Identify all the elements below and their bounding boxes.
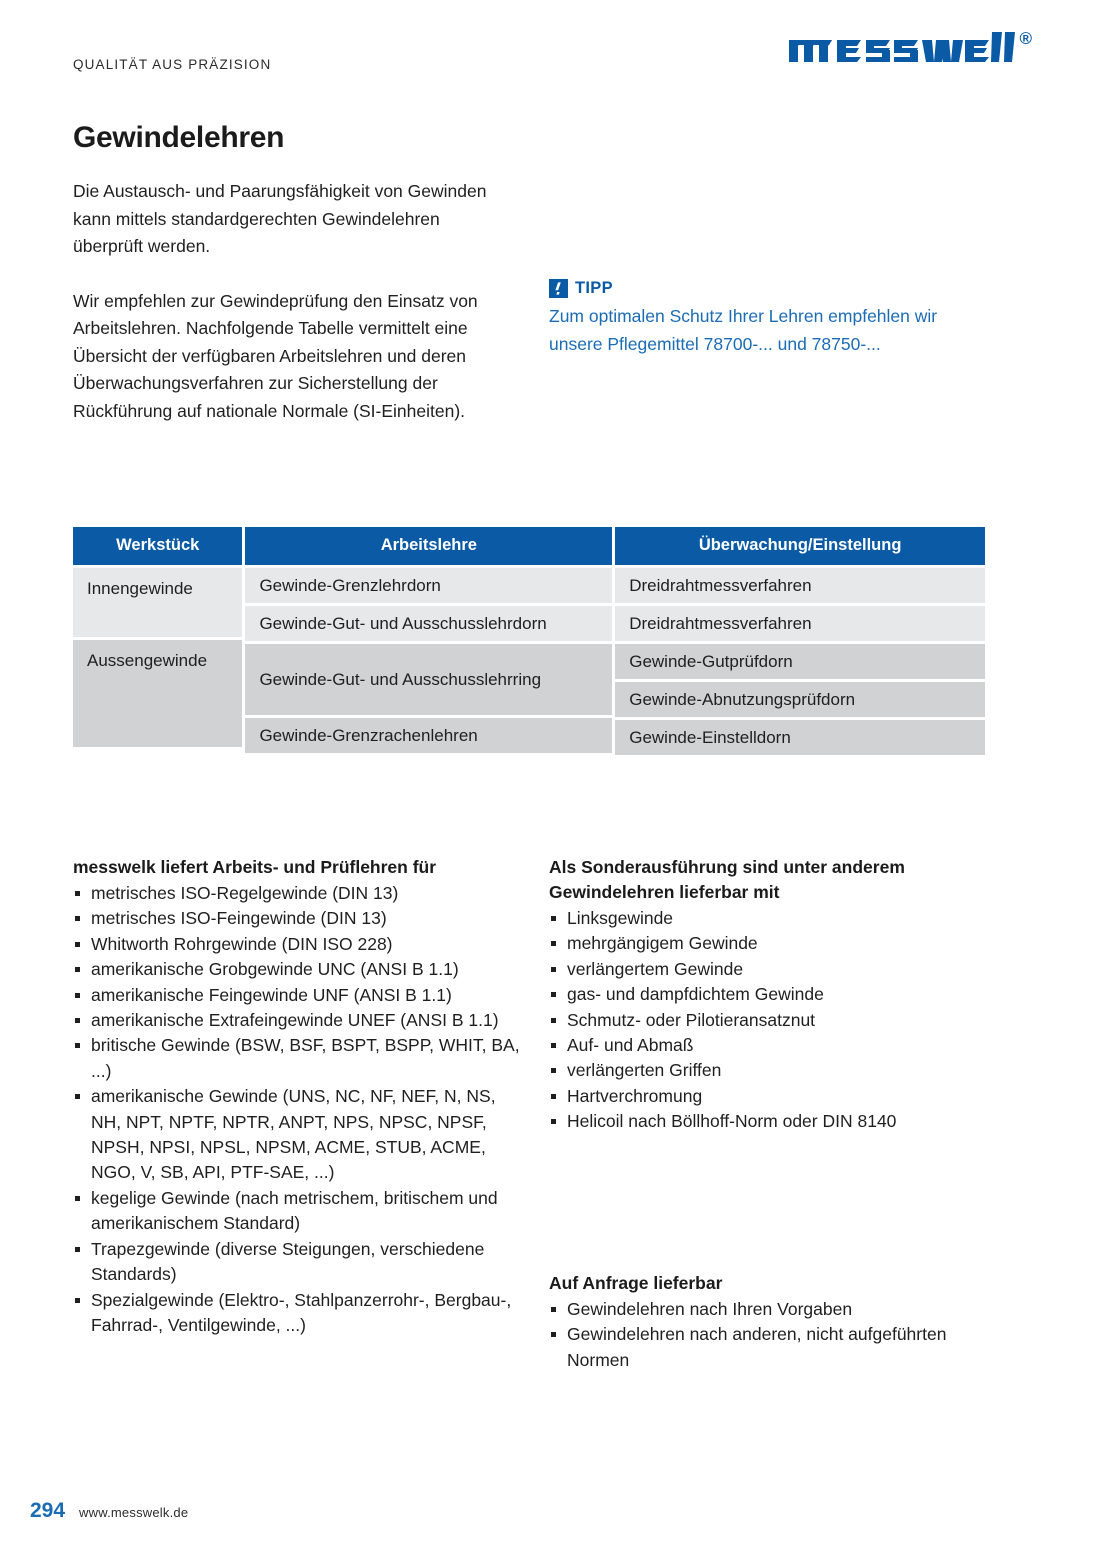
tipp-text: Zum optimalen Schutz Ihrer Lehren empfehlen wir unsere Pflegemittel 78700-... und 78750-...: [549, 306, 938, 354]
list-item: Whitworth Rohrgewinde (DIN ISO 228): [73, 932, 523, 957]
table-row: Gewinde-Gutprüfdorn: [615, 644, 985, 679]
left-feature-list: [73, 855, 523, 1338]
list-item: Schmutz- oder Pilotieransatznut: [549, 1008, 999, 1033]
table-row: Gewinde-Grenzlehrdorn: [245, 568, 612, 603]
table-group-label-innengewinde: Innengewinde: [73, 568, 242, 637]
page-title: Gewindelehren: [73, 121, 285, 155]
table-header-row: [73, 527, 985, 565]
table-row: Gewinde-Gut- und Ausschusslehrdorn: [245, 606, 612, 641]
list-item: Gewindelehren nach anderen, nicht aufgeführten Normen: [549, 1322, 999, 1373]
table-header-werkstueck: Werkstück: [73, 527, 242, 565]
left-list-items: [73, 881, 523, 1338]
list-item: amerikanische Gewinde (UNS, NC, NF, NEF, N, NS, NH, NPT, NPTF, NPTR, ANPT, NPS, NPSC, NPSF, NPSH, NPSI, NPSL, NPSM, ACME, STUB, ACME, NGO, V, SB, API, PTF-SAE, ...): [73, 1084, 523, 1186]
right-list-items: [549, 906, 999, 1135]
footer-url: www.messwelk.de: [79, 1505, 189, 1520]
exclamation-icon: [549, 279, 568, 298]
table-column-werkstueck: [73, 568, 242, 755]
table-header-ueberwachung: Überwachung/Einstellung: [615, 527, 985, 565]
tipp-header: [549, 279, 979, 298]
tipp-box: [549, 279, 979, 358]
list-item: verlängertem Gewinde: [549, 957, 999, 982]
logo-wordmark-icon: [787, 28, 1017, 74]
table-column-arbeitslehre: [245, 568, 612, 755]
intro-paragraph-1: Die Austausch- und Paarungsfähigkeit von Gewinden kann mittels standardgerechten Gewindelehren überprüft werden.: [73, 181, 487, 256]
right-feature-list: [549, 855, 999, 1135]
on-request-items: [549, 1297, 999, 1373]
list-item: metrisches ISO-Feingewinde (DIN 13): [73, 906, 523, 931]
registered-trademark-icon: ®: [1019, 29, 1032, 48]
list-item: mehrgängigem Gewinde: [549, 931, 999, 956]
table-header-arbeitslehre: Arbeitslehre: [245, 527, 612, 565]
list-item: kegelige Gewinde (nach metrischem, britischem und amerikanischem Standard): [73, 1186, 523, 1237]
table-row: Gewinde-Einstelldorn: [615, 720, 985, 755]
list-item: Gewindelehren nach Ihren Vorgaben: [549, 1297, 999, 1322]
table-group-label-aussengewinde: Aussengewinde: [73, 640, 242, 747]
messwelk-logo: [787, 28, 1032, 74]
list-item: verlängerten Griffen: [549, 1058, 999, 1083]
table-row: Gewinde-Gut- und Ausschusslehrring: [245, 644, 612, 715]
page-footer: [30, 1499, 188, 1523]
right-list-heading: Als Sonderausführung sind unter anderem Gewindelehren lieferbar mit: [549, 857, 905, 902]
list-item: gas- und dampfdichtem Gewinde: [549, 982, 999, 1007]
list-item: amerikanische Feingewinde UNF (ANSI B 1.1): [73, 983, 523, 1008]
on-request-list: [549, 1271, 999, 1373]
list-item: amerikanische Grobgewinde UNC (ANSI B 1.1): [73, 957, 523, 982]
intro-paragraph-2: Wir empfehlen zur Gewindeprüfung den Einsatz von Arbeitslehren. Nachfolgende Tabelle vermittelt eine Übersicht der verfügbaren Arbeitslehren und deren Überwachungsverfahren zur Sicherstellung der Rückführung auf nationale Normale (SI-Einheiten).: [73, 290, 478, 421]
left-list-heading: messwelk liefert Arbeits- und Prüflehren für: [73, 857, 437, 877]
on-request-heading: Auf Anfrage lieferbar: [549, 1273, 723, 1293]
table-row: Dreidrahtmessverfahren: [615, 606, 985, 641]
table-row: Dreidrahtmessverfahren: [615, 568, 985, 603]
table-body: [73, 568, 985, 755]
intro-text: [73, 178, 503, 425]
list-item: Auf- und Abmaß: [549, 1033, 999, 1058]
list-item: metrisches ISO-Regelgewinde (DIN 13): [73, 881, 523, 906]
table-row: Gewinde-Abnutzungsprüfdorn: [615, 682, 985, 717]
page-eyebrow: QUALITÄT AUS PRÄZISION: [73, 57, 272, 72]
list-item: Spezialgewinde (Elektro-, Stahlpanzerrohr-, Bergbau-, Fahrrad-, Ventilgewinde, ...): [73, 1288, 523, 1339]
list-item: Linksgewinde: [549, 906, 999, 931]
list-item: britische Gewinde (BSW, BSF, BSPT, BSPP, WHIT, BA, ...): [73, 1033, 523, 1084]
tipp-label: TIPP: [575, 279, 613, 297]
table-row: Gewinde-Grenzrachenlehren: [245, 718, 612, 753]
list-item: amerikanische Extrafeingewinde UNEF (ANSI B 1.1): [73, 1008, 523, 1033]
list-item: Trapezgewinde (diverse Steigungen, verschiedene Standards): [73, 1237, 523, 1288]
table-column-ueberwachung: [615, 568, 985, 755]
list-item: Helicoil nach Böllhoff-Norm oder DIN 8140: [549, 1109, 999, 1134]
gauges-table: [73, 527, 985, 755]
list-item: Hartverchromung: [549, 1084, 999, 1109]
page-number: 294: [30, 1499, 66, 1522]
